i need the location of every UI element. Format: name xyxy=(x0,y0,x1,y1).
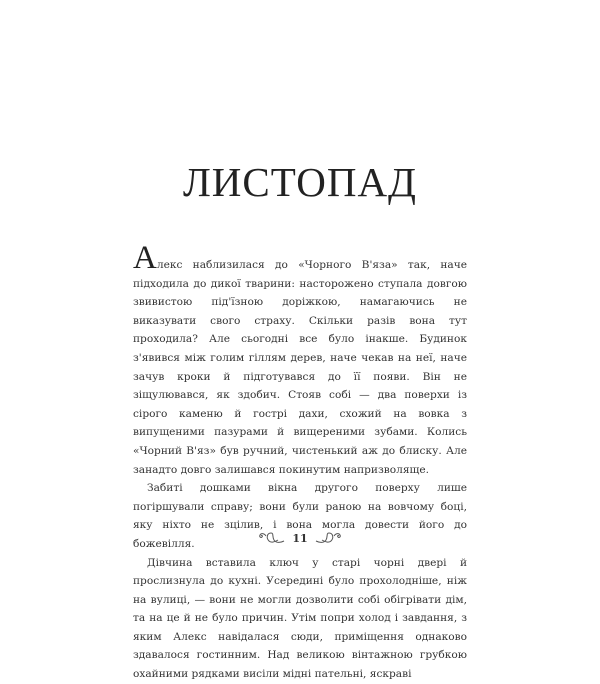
paragraph-3: Дівчина вставила ключ у старі чорні двері й прослизнула до кухні. Усередині було прохолодніше, ніж на вулиці, — вони не могли дозволити собі обігрівати дім, та на це й не було причин. Утім попри холод і завдання, з яким Алекс навідалася сюди, приміщення однаково здавалося гостинним. Над великою вінтажною грубкою охайними рядками висіли мідні пательні, яскраві xyxy=(133,556,467,681)
paragraph-1-text: лекс наблизилася до «Чорного В'яза» так, наче підходила до дикої тварини: насторожено ступала довгою звивистою під'їзною доріжкою, намагаючись не виказувати свого страху. Скільки разів вона тут проходила? Але сьогодні все було інакше. Будинок з'явився між голим гіллям дерев, наче чекав на неї, наче зачув кроки й підготувався до її появи. Він не зіщулювався, як здобич. Стояв собі — два поверхи із сірого каменю й гострі дахи, схожий на вовка з випущеними пазурами й вищереними зубами. Колись «Чорний В'яз» був ручний, чистенький аж до блиску. Але занадто довго залишався покинутим напризволяще. xyxy=(133,259,467,476)
page-footer xyxy=(0,530,600,546)
dropcap-letter: А xyxy=(133,240,157,276)
paragraph-1 xyxy=(133,240,467,479)
chapter-title: ЛИСТОПАД xyxy=(182,159,418,205)
page-number: 11 xyxy=(292,531,308,545)
chapter-body xyxy=(133,240,467,684)
scroll-flourish-left-icon xyxy=(258,530,286,546)
scroll-flourish-right-icon xyxy=(314,530,342,546)
paragraph-2: Забиті дошками вікна другого поверху лише погіршували справу; вони були раною на вовчому боці, яку ніхто не зцілив, і вона могла довести його до божевілля. xyxy=(133,482,467,550)
